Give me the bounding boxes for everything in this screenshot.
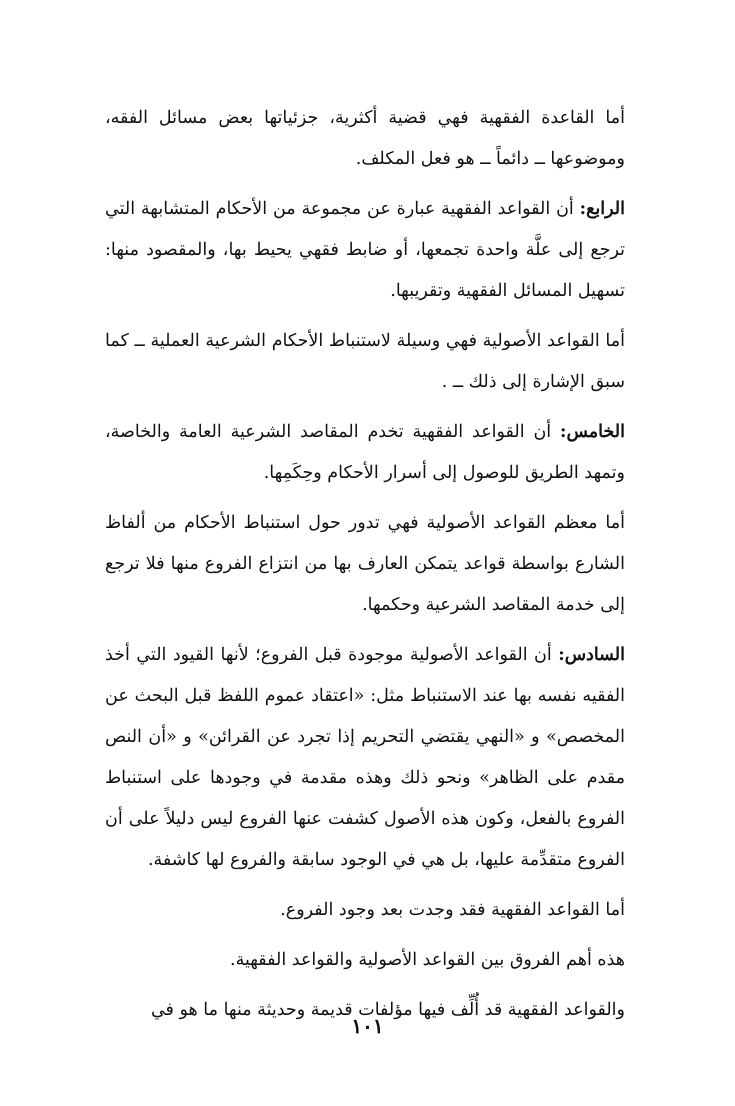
paragraph-8 — [105, 940, 625, 981]
page-number: ١٠١ — [351, 1014, 384, 1038]
paragraph-2 — [105, 189, 625, 312]
paragraph-lead: الرابع: — [579, 199, 625, 219]
paragraph-text: أما القواعد الأصولية فهي وسيلة لاستنباط الأحكام الشرعية العملية ــ كما سبق الإشارة إلى ذلك ــ . — [105, 331, 625, 392]
paragraph-text: أما معظم القواعد الأصولية فهي تدور حول استنباط الأحكام من ألفاظ الشارع بواسطة قواعد يتمكن العارف بها من انتزاع الفروع منها فلا ترجع إلى خدمة المقاصد الشرعية وحكمها. — [105, 513, 625, 615]
paragraph-6 — [105, 635, 625, 881]
paragraph-text: هذه أهم الفروق بين القواعد الأصولية والقواعد الفقهية. — [230, 950, 625, 970]
paragraph-text: أن القواعد الفقهية عبارة عن مجموعة من الأحكام المتشابهة التي ترجع إلى علَّة واحدة تجمعها، أو ضابط فقهي يحيط بها، والمقصود منها: تسهيل المسائل الفقهية وتقريبها. — [105, 199, 625, 301]
paragraph-text: أما القاعدة الفقهية فهي قضية أكثرية، جزئياتها بعض مسائل الفقه، وموضوعها ــ دائماً ــ هو فعل المكلف. — [105, 108, 625, 169]
paragraph-text: أما القواعد الفقهية فقد وجدت بعد وجود الفروع. — [280, 900, 625, 920]
paragraph-4 — [105, 412, 625, 494]
body-text — [105, 98, 625, 1040]
paragraph-7 — [105, 890, 625, 931]
paragraph-text: أن القواعد الأصولية موجودة قبل الفروع؛ لأنها القيود التي أخذ الفقيه نفسه بها عند الاستنباط مثل: «اعتقاد عموم اللفظ قبل البحث عن المخصص» و «النهي يقتضي التحريم إذا تجرد عن القرائن» و «أن النص مقدم على الظاهر» ونحو ذلك وهذه مقدمة في وجودها على استنباط الفروع بالفعل، وكون هذه الأصول كشفت عنها الفروع ليس دليلاً على أن الفروع متقدِّمة عليها، بل هي في الوجود سابقة والفروع لها كاشفة. — [105, 645, 625, 870]
paragraph-text: والقواعد الفقهية قد أُلِّف فيها مؤلفات قديمة وحديثة منها ما هو في — [150, 1000, 625, 1020]
paragraph-5 — [105, 503, 625, 626]
paragraph-text: أن القواعد الفقهية تخدم المقاصد الشرعية العامة والخاصة، وتمهد الطريق للوصول إلى أسرار الأحكام وحِكَمِها. — [105, 422, 625, 483]
paragraph-lead: السادس: — [558, 645, 625, 665]
paragraph-lead: الخامس: — [560, 422, 625, 442]
paragraph-3 — [105, 321, 625, 403]
paragraph-1 — [105, 98, 625, 180]
